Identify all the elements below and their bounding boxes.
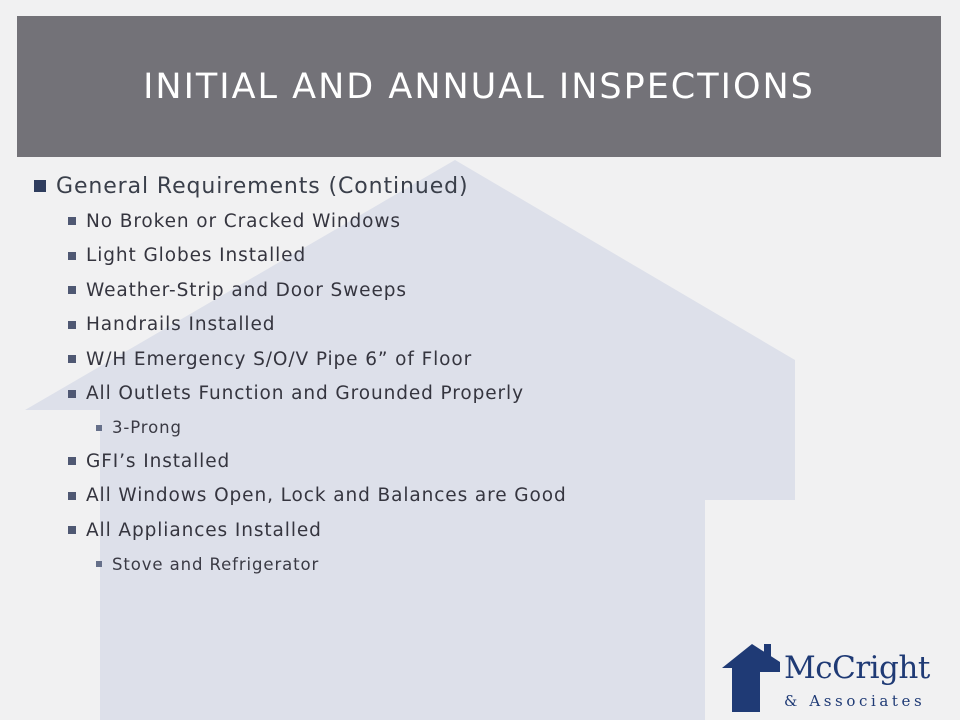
list-item-text: All Appliances Installed: [86, 519, 322, 541]
sub-list-item: [34, 548, 914, 581]
page-title: INITIAL AND ANNUAL INSPECTIONS: [143, 66, 815, 107]
list-item-text: Light Globes Installed: [86, 245, 307, 267]
company-logo: [720, 636, 940, 716]
square-bullet-icon: [96, 561, 102, 567]
square-bullet-icon: [68, 526, 76, 534]
list-item: [34, 444, 914, 479]
square-bullet-icon: [68, 390, 76, 398]
list-heading: [34, 168, 914, 204]
square-bullet-icon: [34, 180, 46, 192]
list-item: [34, 342, 914, 377]
square-bullet-icon: [68, 355, 76, 363]
list-item-text: All Windows Open, Lock and Balances are Good: [86, 485, 567, 507]
list-item: [34, 204, 914, 239]
list-item-text: No Broken or Cracked Windows: [86, 210, 401, 232]
sub-list-item-text: 3-Prong: [112, 418, 182, 437]
list-item: [34, 308, 914, 343]
list-item: [34, 479, 914, 514]
list-item: [34, 239, 914, 274]
logo-name: McCright: [784, 650, 930, 686]
square-bullet-icon: [68, 217, 76, 225]
sub-list-item-text: Stove and Refrigerator: [112, 554, 320, 574]
house-icon: [720, 638, 782, 714]
list-item-text: Weather-Strip and Door Sweeps: [86, 279, 407, 301]
logo-subtitle: & Associates: [784, 692, 926, 710]
square-bullet-icon: [96, 425, 102, 431]
list-item-text: Handrails Installed: [86, 314, 276, 336]
square-bullet-icon: [68, 492, 76, 500]
square-bullet-icon: [68, 252, 76, 260]
list-heading-text: General Requirements (Continued): [56, 173, 469, 199]
list-item-text: All Outlets Function and Grounded Properly: [86, 383, 524, 405]
list-item-text: W/H Emergency S/O/V Pipe 6” of Floor: [86, 348, 473, 370]
sub-list-item: [34, 411, 914, 444]
square-bullet-icon: [68, 457, 76, 465]
bullet-list: [34, 168, 914, 581]
list-item-text: GFI’s Installed: [86, 450, 231, 472]
title-bar: [17, 16, 941, 157]
list-item: [34, 273, 914, 308]
square-bullet-icon: [68, 286, 76, 294]
square-bullet-icon: [68, 321, 76, 329]
list-item: [34, 377, 914, 412]
list-item: [34, 513, 914, 548]
